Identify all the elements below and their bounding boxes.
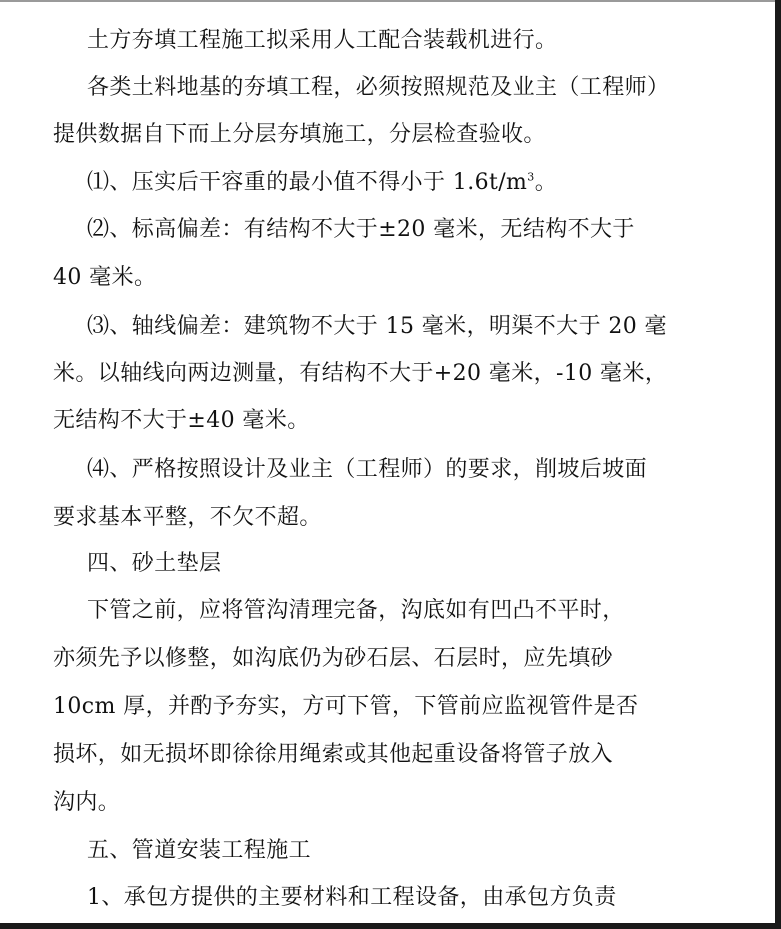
- line-item-4-cont: 要求基本平整，不欠不超。: [53, 505, 322, 530]
- item-1-period: 。: [534, 170, 558, 195]
- line-materials-supply: 1、承包方提供的主要材料和工程设备，由承包方负责: [87, 885, 617, 910]
- line-pipe-prep-1: 下管之前，应将管沟清理完备，沟底如有凹凸不平时，: [87, 598, 625, 623]
- line-item-2-elevation: ⑵、标高偏差：有结构不大于±20 毫米，无结构不大于: [87, 217, 635, 242]
- line-pipe-prep-4: 损坏，如无损坏即徐徐用绳索或其他起重设备将管子放入: [53, 742, 614, 767]
- bottom-edge: [0, 923, 781, 929]
- item-1-superscript: 3: [527, 170, 535, 184]
- line-earthwork-method: 土方夯填工程施工拟采用人工配合装载机进行。: [87, 28, 558, 53]
- line-item-4-slope: ⑷、严格按照设计及业主（工程师）的要求，削坡后坡面: [87, 457, 648, 482]
- line-item-1-dry-density: [87, 170, 557, 196]
- line-foundation-requirement: 各类土料地基的夯填工程，必须按照规范及业主（工程师）: [87, 75, 670, 100]
- item-1-text: ⑴、压实后干容重的最小值不得小于 1.6t/m: [87, 170, 528, 195]
- line-pipe-prep-2: 亦须先予以修整，如沟底仍为砂石层、石层时，应先填砂: [53, 646, 614, 671]
- top-edge: [0, 0, 781, 2]
- line-layered-compaction: 提供数据自下而上分层夯填施工，分层检查验收。: [53, 122, 546, 147]
- right-edge: [775, 0, 781, 929]
- line-item-2-cont: 40 毫米。: [53, 265, 157, 290]
- section-heading-sand-cushion: 四、砂土垫层: [87, 551, 222, 576]
- line-item-3-cont-1: 米。以轴线向两边测量，有结构不大于+20 毫米，-10 毫米，: [53, 361, 668, 386]
- line-item-3-cont-2: 无结构不大于±40 毫米。: [53, 408, 310, 433]
- line-pipe-prep-5: 沟内。: [53, 790, 121, 815]
- line-item-3-axis: ⑶、轴线偏差：建筑物不大于 15 毫米，明渠不大于 20 毫: [87, 314, 667, 339]
- line-pipe-prep-3: 10cm 厚，并酌予夯实，方可下管，下管前应监视管件是否: [53, 694, 639, 719]
- section-heading-pipe-installation: 五、管道安装工程施工: [87, 838, 312, 863]
